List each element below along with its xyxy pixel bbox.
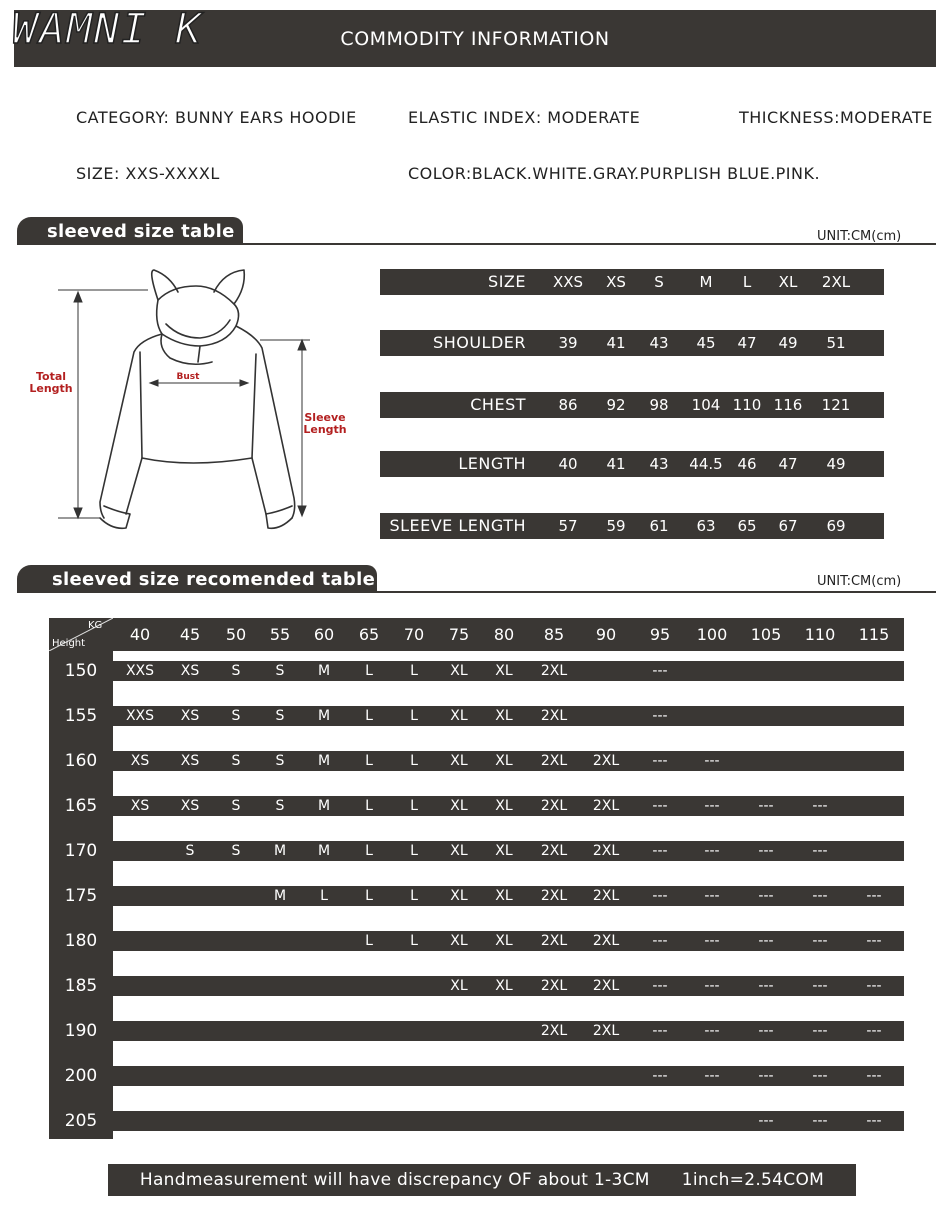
size-recommendation-cell: L bbox=[365, 933, 373, 949]
size-recommendation-cell: 2XL bbox=[592, 888, 620, 904]
size-recommendation-cell: S bbox=[185, 843, 195, 859]
size-recommendation-cell: L bbox=[365, 843, 373, 859]
height-row-label: 200 bbox=[64, 1066, 98, 1086]
size-recommendation-cell: M bbox=[273, 843, 287, 859]
size-recommendation-cell: XL bbox=[450, 888, 468, 904]
height-row-label: 175 bbox=[64, 886, 98, 906]
size-recommendation-cell: XL bbox=[495, 843, 513, 859]
size-col-m: M bbox=[699, 273, 713, 291]
size-recommendation-cell: --- bbox=[758, 798, 774, 814]
size-recommendation-cell: --- bbox=[866, 888, 882, 904]
size-recommendation-cell: XL bbox=[450, 843, 468, 859]
weight-header-cell: 80 bbox=[493, 625, 515, 644]
size-recommendation-cell: 2XL bbox=[592, 1023, 620, 1039]
size-recommendation-cell: --- bbox=[866, 978, 882, 994]
weight-header-cell: 100 bbox=[696, 625, 728, 644]
size-recommendation-cell: L bbox=[320, 888, 328, 904]
size-recommendation-cell: --- bbox=[758, 933, 774, 949]
size-recommendation-cell: --- bbox=[758, 843, 774, 859]
size-recommendation-cell: S bbox=[275, 798, 285, 814]
size-recommendation-cell: --- bbox=[812, 978, 828, 994]
size-recommendation-cell: --- bbox=[812, 1068, 828, 1084]
size-recommendation-cell: XL bbox=[450, 753, 468, 769]
kg-label: KG bbox=[88, 620, 103, 631]
size-recommendation-cell: --- bbox=[758, 1068, 774, 1084]
size-recommendation-cell: 2XL bbox=[592, 843, 620, 859]
sleeve-length-label: Sleeve Length bbox=[303, 411, 347, 436]
weight-header-cell: 75 bbox=[448, 625, 470, 644]
size-recommendation-cell: 2XL bbox=[540, 753, 568, 769]
size-recommendation-cell: 2XL bbox=[540, 798, 568, 814]
size-recommendation-cell: XL bbox=[450, 708, 468, 724]
size-recommendation-cell: XS bbox=[180, 798, 200, 814]
size-recommendation-cell: L bbox=[410, 753, 418, 769]
size-recommendation-cell: --- bbox=[866, 933, 882, 949]
size-recommendation-cell: 2XL bbox=[540, 708, 568, 724]
size-recommendation-cell: --- bbox=[704, 843, 720, 859]
size-recommendation-cell: XL bbox=[495, 798, 513, 814]
size-recommendation-cell: XXS bbox=[125, 708, 155, 724]
brand-logo: WAMNI K bbox=[12, 4, 204, 53]
size-recommendation-cell: S bbox=[231, 708, 241, 724]
info-elastic-index: ELASTIC INDEX: MODERATE bbox=[408, 108, 641, 127]
size-recommendation-cell: --- bbox=[652, 1068, 668, 1084]
size-recommendation-cell: M bbox=[317, 708, 331, 724]
info-category: CATEGORY: BUNNY EARS HOODIE bbox=[76, 108, 357, 127]
size-recommendation-cell: --- bbox=[704, 933, 720, 949]
size-recommendation-cell: L bbox=[410, 798, 418, 814]
size-header-row bbox=[380, 269, 884, 295]
size-col-xl: XL bbox=[778, 273, 798, 291]
size-recommendation-cell: --- bbox=[812, 888, 828, 904]
size-recommendation-cell: 2XL bbox=[540, 663, 568, 679]
weight-header-cell: 60 bbox=[313, 625, 335, 644]
size-recommendation-cell: XL bbox=[450, 978, 468, 994]
size-recommendation-cell: M bbox=[317, 663, 331, 679]
weight-header-cell: 90 bbox=[595, 625, 617, 644]
size-recommendation-cell: --- bbox=[758, 978, 774, 994]
size-recommendation-cell: --- bbox=[758, 1113, 774, 1129]
weight-header-cell: 115 bbox=[858, 625, 890, 644]
height-row-label: 185 bbox=[64, 976, 98, 996]
size-row-sleeve-length: SLEEVE LENGTH 57 59 61 63 65 67 69 bbox=[380, 513, 884, 539]
height-row-label: 190 bbox=[64, 1021, 98, 1041]
size-recommendation-cell: S bbox=[231, 843, 241, 859]
banner-title: COMMODITY INFORMATION bbox=[340, 27, 610, 50]
hoodie-measurement-diagram bbox=[30, 262, 350, 542]
size-recommendation-cell: 2XL bbox=[540, 978, 568, 994]
size-recommendation-cell: XS bbox=[180, 708, 200, 724]
weight-header-cell: 65 bbox=[358, 625, 380, 644]
size-recommendation-cell: S bbox=[275, 708, 285, 724]
height-row-label: 155 bbox=[64, 706, 98, 726]
size-recommendation-cell: --- bbox=[812, 843, 828, 859]
info-color: COLOR:BLACK.WHITE.GRAY.PURPLISH BLUE.PINK. bbox=[408, 164, 821, 183]
weight-header-cell: 95 bbox=[649, 625, 671, 644]
size-recommendation-cell: S bbox=[231, 798, 241, 814]
size-recommendation-cell: S bbox=[231, 753, 241, 769]
size-recommendation-cell: XL bbox=[495, 933, 513, 949]
discrepancy-note: Handmeasurement will have discrepancy OF about 1-3CM bbox=[139, 1170, 650, 1190]
size-table-section-tab bbox=[17, 217, 243, 245]
size-recommendation-cell: --- bbox=[652, 978, 668, 994]
size-recommendation-cell: L bbox=[410, 933, 418, 949]
size-recommendation-cell: 2XL bbox=[592, 933, 620, 949]
size-recommendation-cell: 2XL bbox=[540, 843, 568, 859]
size-row-shoulder: SHOULDER 39 41 43 45 47 49 51 bbox=[380, 330, 884, 356]
size-recommendation-cell: S bbox=[275, 753, 285, 769]
weight-header-cell: 70 bbox=[403, 625, 425, 644]
height-column-background bbox=[49, 618, 113, 1139]
size-recommendation-cell: XS bbox=[180, 753, 200, 769]
height-row-label: 160 bbox=[64, 751, 98, 771]
size-recommendation-cell: XS bbox=[180, 663, 200, 679]
height-label: Height bbox=[52, 638, 86, 649]
size-recommendation-cell: --- bbox=[704, 978, 720, 994]
size-recommendation-cell: --- bbox=[652, 753, 668, 769]
size-recommendation-cell: --- bbox=[704, 753, 720, 769]
size-recommendation-cell: --- bbox=[812, 1023, 828, 1039]
recommended-table-title: sleeved size recomended table bbox=[52, 568, 376, 590]
size-recommendation-cell: S bbox=[231, 663, 241, 679]
weight-header-cell: 105 bbox=[750, 625, 782, 644]
size-table-unit: UNIT:CM(cm) bbox=[817, 229, 902, 244]
size-recommendation-cell: L bbox=[365, 888, 373, 904]
size-recommendation-cell: L bbox=[410, 663, 418, 679]
section-divider bbox=[17, 243, 936, 245]
size-recommendation-cell: XL bbox=[495, 753, 513, 769]
height-row-label: 170 bbox=[64, 841, 98, 861]
size-recommendation-cell: XL bbox=[495, 708, 513, 724]
size-recommendation-cell: 2XL bbox=[540, 1023, 568, 1039]
measurement-note-bar bbox=[108, 1164, 856, 1196]
total-length-label: Total Length bbox=[29, 370, 73, 395]
size-recommendation-cell: 2XL bbox=[592, 753, 620, 769]
size-col-2xl: 2XL bbox=[821, 273, 851, 291]
size-row-length: LENGTH 40 41 43 44.5 46 47 49 bbox=[380, 451, 884, 477]
size-recommendation-cell: --- bbox=[652, 933, 668, 949]
size-recommendation-cell: XL bbox=[495, 663, 513, 679]
size-recommendation-cell: XL bbox=[450, 663, 468, 679]
size-recommendation-cell: --- bbox=[812, 1113, 828, 1129]
size-recommendation-cell: L bbox=[365, 708, 373, 724]
size-recommendation-cell: --- bbox=[758, 1023, 774, 1039]
size-recommendation-cell: 2XL bbox=[540, 933, 568, 949]
size-recommendation-cell: --- bbox=[652, 843, 668, 859]
size-recommendation-cell: XXS bbox=[125, 663, 155, 679]
size-recommendation-cell: XS bbox=[130, 753, 150, 769]
height-row-label: 150 bbox=[64, 661, 98, 681]
section-divider bbox=[17, 591, 936, 593]
size-recommendation-cell: --- bbox=[704, 1068, 720, 1084]
size-col-xxs: XXS bbox=[552, 273, 584, 291]
size-recommendation-cell: L bbox=[410, 843, 418, 859]
weight-header-cell: 55 bbox=[269, 625, 291, 644]
size-recommendation-cell: --- bbox=[866, 1113, 882, 1129]
recommended-table-unit: UNIT:CM(cm) bbox=[817, 574, 902, 589]
size-header-label: SIZE bbox=[488, 272, 526, 291]
height-row-label: 205 bbox=[64, 1111, 98, 1131]
size-recommendation-cell: M bbox=[317, 798, 331, 814]
info-thickness: THICKNESS:MODERATE bbox=[739, 108, 933, 127]
size-recommendation-cell: 2XL bbox=[592, 798, 620, 814]
size-recommendation-cell: M bbox=[273, 888, 287, 904]
size-recommendation-cell: --- bbox=[704, 798, 720, 814]
bust-label: Bust bbox=[176, 372, 200, 382]
weight-header-cell: 85 bbox=[543, 625, 565, 644]
weight-header-cell: 40 bbox=[129, 625, 151, 644]
size-recommendation-cell: XL bbox=[495, 978, 513, 994]
size-recommendation-cell: M bbox=[317, 843, 331, 859]
size-recommendation-cell: XL bbox=[450, 798, 468, 814]
weight-header-cell: 50 bbox=[225, 625, 247, 644]
size-recommendation-cell: --- bbox=[652, 1023, 668, 1039]
size-recommendation-cell: L bbox=[410, 888, 418, 904]
size-recommendation-cell: --- bbox=[652, 663, 668, 679]
size-recommendation-cell: L bbox=[410, 708, 418, 724]
size-recommendation-cell: --- bbox=[652, 888, 668, 904]
size-col-xs: XS bbox=[606, 273, 626, 291]
inch-conversion: 1inch=2.54COM bbox=[681, 1170, 825, 1190]
size-recommendation-cell: --- bbox=[704, 888, 720, 904]
recommended-table-section-tab bbox=[17, 565, 377, 593]
height-row-label: 165 bbox=[64, 796, 98, 816]
size-col-l: L bbox=[742, 273, 752, 291]
size-recommendation-cell: --- bbox=[704, 1023, 720, 1039]
size-recommendation-cell: S bbox=[275, 663, 285, 679]
size-recommendation-cell: 2XL bbox=[540, 888, 568, 904]
info-size: SIZE: XXS-XXXXL bbox=[76, 164, 220, 183]
weight-header-cell: 45 bbox=[179, 625, 201, 644]
size-col-s: S bbox=[654, 273, 664, 291]
size-row-chest: CHEST 86 92 98 104 110 116 121 bbox=[380, 392, 884, 418]
size-recommendation-cell: --- bbox=[812, 798, 828, 814]
size-recommendation-cell: --- bbox=[866, 1068, 882, 1084]
size-recommendation-cell: XL bbox=[450, 933, 468, 949]
size-recommendation-cell: L bbox=[365, 798, 373, 814]
weight-header-cell: 110 bbox=[804, 625, 836, 644]
size-table-title: sleeved size table bbox=[47, 220, 235, 242]
size-recommendation-cell: L bbox=[365, 663, 373, 679]
size-recommendation-cell: XL bbox=[495, 888, 513, 904]
size-recommendation-cell: 2XL bbox=[592, 978, 620, 994]
size-recommendation-cell: --- bbox=[812, 933, 828, 949]
size-recommendation-cell: M bbox=[317, 753, 331, 769]
size-recommendation-cell: --- bbox=[758, 888, 774, 904]
size-recommendation-cell: --- bbox=[652, 798, 668, 814]
size-recommendation-cell: L bbox=[365, 753, 373, 769]
size-recommendation-cell: --- bbox=[652, 708, 668, 724]
size-recommendation-cell: XS bbox=[130, 798, 150, 814]
height-row-label: 180 bbox=[64, 931, 98, 951]
size-recommendation-cell: --- bbox=[866, 1023, 882, 1039]
